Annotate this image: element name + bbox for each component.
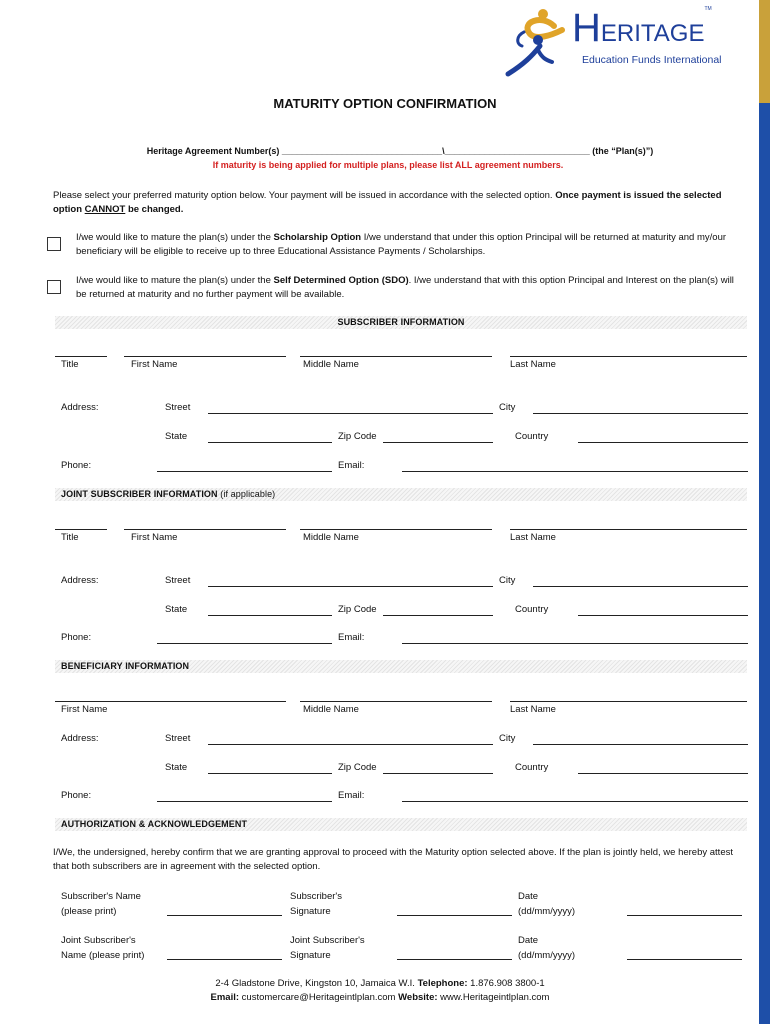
sdo-pre: I/we would like to mature the plan(s) under the [76, 275, 271, 286]
subscriber-date-label [518, 889, 575, 919]
subscriber-date-label-1: Date [518, 891, 539, 902]
subscriber-name-label-2: (please print) [61, 906, 117, 917]
subscriber-last-name-label: Last Name [510, 359, 556, 370]
subscriber-state-label: State [165, 431, 188, 442]
subscriber-email-input[interactable] [402, 471, 748, 472]
subscriber-middle-name-input[interactable] [300, 356, 492, 357]
agreement-number-field[interactable]: Heritage Agreement Number(s) ________________________________\_____________________________ (the “Plan(s)”) [146, 146, 654, 156]
subscriber-state-input[interactable] [208, 442, 332, 443]
beneficiary-city-input[interactable] [533, 744, 748, 745]
intro-paragraph [53, 189, 743, 217]
subscriber-zip-label: Zip Code [338, 431, 377, 442]
beneficiary-last-name-input[interactable] [510, 701, 747, 702]
joint-email-input[interactable] [402, 643, 748, 644]
scholarship-pre: I/we would like to mature the plan(s) under the [76, 232, 271, 243]
subscriber-signature-label-2: Signature [290, 906, 331, 917]
joint-city-label: City [499, 575, 516, 586]
subscriber-country-label: Country [515, 431, 549, 442]
footer-email-label: Email: [210, 992, 240, 1003]
heritage-logo [502, 4, 752, 82]
joint-name-label [61, 933, 144, 963]
beneficiary-middle-name-label: Middle Name [303, 704, 359, 715]
subscriber-first-name-label: First Name [131, 359, 178, 370]
subscriber-phone-input[interactable] [157, 471, 332, 472]
joint-date-input[interactable] [627, 959, 742, 960]
authorization-text: I/We, the undersigned, hereby confirm that we are granting approval to proceed with the Maturity option selected above. If the plan is jointly held, we hereby attest that both subscribers are in agreement with the selected option. [53, 847, 733, 872]
beneficiary-address-label: Address: [61, 733, 99, 744]
footer-address-line [0, 978, 760, 989]
subscriber-title-label: Title [61, 359, 79, 370]
beneficiary-email-input[interactable] [402, 801, 748, 802]
subscriber-last-name-input[interactable] [510, 356, 747, 357]
beneficiary-phone-label: Phone: [61, 790, 92, 801]
subscriber-signature-input[interactable] [397, 915, 512, 916]
sdo-name: Self Determined Option (SDO) [273, 275, 409, 286]
beneficiary-zip-label: Zip Code [338, 762, 377, 773]
subscriber-phone-label: Phone: [61, 460, 92, 471]
beneficiary-street-label: Street [165, 733, 191, 744]
joint-signature-label-2: Signature [290, 950, 331, 961]
joint-city-input[interactable] [533, 586, 748, 587]
logo-wordmark: ERITAGE [600, 20, 705, 47]
subscriber-signature-label-1: Subscriber's [290, 891, 342, 902]
joint-first-name-input[interactable] [124, 529, 286, 530]
joint-signature-input[interactable] [397, 959, 512, 960]
joint-title-input[interactable] [55, 529, 107, 530]
subscriber-city-input[interactable] [533, 413, 748, 414]
sidebar-blue-strip [759, 103, 770, 1024]
joint-state-label: State [165, 604, 188, 615]
joint-zip-label: Zip Code [338, 604, 377, 615]
beneficiary-section-title: BENEFICIARY INFORMATION [61, 661, 190, 671]
subscriber-name-label-1: Subscriber's Name [61, 891, 141, 902]
beneficiary-first-name-input[interactable] [55, 701, 286, 702]
joint-section-title-wrap [61, 489, 275, 499]
beneficiary-section-header [55, 660, 747, 673]
joint-country-input[interactable] [578, 615, 748, 616]
joint-section-header [55, 488, 747, 501]
page-title: MATURITY OPTION CONFIRMATION [273, 96, 497, 111]
scholarship-name: Scholarship Option [273, 232, 362, 243]
joint-date-label-1: Date [518, 935, 539, 946]
logo-trademark: TM [704, 6, 712, 12]
joint-state-input[interactable] [208, 615, 332, 616]
beneficiary-middle-name-input[interactable] [300, 701, 492, 702]
footer-web-label: Website: [398, 992, 438, 1003]
logo-tagline: Education Funds International [582, 54, 722, 66]
beneficiary-street-input[interactable] [208, 744, 493, 745]
joint-middle-name-label: Middle Name [303, 532, 359, 543]
footer-contact-line [0, 992, 760, 1003]
subscriber-name-input[interactable] [167, 915, 282, 916]
beneficiary-phone-input[interactable] [157, 801, 332, 802]
joint-email-label: Email: [338, 632, 365, 643]
scholarship-post: I/we understand that under this option Principal will be returned at maturity and my/our beneficiary will be eligible to receive up to three Educational Assistance Payments / Scholarships. [76, 232, 727, 257]
joint-date-label-2: (dd/mm/yyyy) [518, 950, 575, 961]
joint-section-title: JOINT SUBSCRIBER INFORMATION [61, 489, 218, 499]
joint-phone-input[interactable] [157, 643, 332, 644]
joint-street-input[interactable] [208, 586, 493, 587]
subscriber-title-input[interactable] [55, 356, 107, 357]
subscriber-email-label: Email: [338, 460, 365, 471]
sdo-option-text [76, 274, 746, 302]
subscriber-section-title: SUBSCRIBER INFORMATION [337, 317, 465, 327]
joint-last-name-input[interactable] [510, 529, 747, 530]
footer-address: 2-4 Gladstone Drive, Kingston 10, Jamaica W.I. [215, 978, 415, 989]
beneficiary-first-name-label: First Name [61, 704, 108, 715]
joint-section-note: (if applicable) [220, 489, 276, 499]
subscriber-middle-name-label: Middle Name [303, 359, 359, 370]
joint-address-label: Address: [61, 575, 99, 586]
footer-tel[interactable]: 1.876.908 3800-1 [470, 978, 545, 989]
beneficiary-email-label: Email: [338, 790, 365, 801]
subscriber-name-label [61, 889, 141, 919]
footer-email-link[interactable]: customercare@Heritageintlplan.com [241, 992, 396, 1003]
joint-signature-label [290, 933, 365, 963]
intro-text: Please select your preferred maturity option below. Your payment will be issued in accordance with the selected option. [53, 190, 553, 201]
sdo-option-checkbox[interactable] [47, 280, 61, 294]
beneficiary-country-input[interactable] [578, 773, 748, 774]
joint-name-label-2: Name (please print) [61, 950, 145, 961]
subscriber-date-label-2: (dd/mm/yyyy) [518, 906, 575, 917]
subscriber-street-label: Street [165, 402, 191, 413]
subscriber-signature-label [290, 889, 342, 919]
subscriber-street-input[interactable] [208, 413, 493, 414]
subscriber-date-input[interactable] [627, 915, 742, 916]
subscriber-address-label: Address: [61, 402, 99, 413]
footer-tel-label: Telephone: [417, 978, 468, 989]
authorization-section-header [55, 818, 747, 831]
intro-bold-b: be changed. [127, 204, 184, 215]
beneficiary-zip-input[interactable] [383, 773, 493, 774]
scholarship-option-text [76, 231, 746, 259]
joint-signature-label-1: Joint Subscriber's [290, 935, 365, 946]
subscriber-first-name-input[interactable] [124, 356, 286, 357]
joint-last-name-label: Last Name [510, 532, 556, 543]
joint-first-name-label: First Name [131, 532, 178, 543]
intro-cannot: CANNOT [84, 204, 126, 215]
joint-middle-name-input[interactable] [300, 529, 492, 530]
beneficiary-country-label: Country [515, 762, 549, 773]
footer-web-link[interactable]: www.Heritageintlplan.com [440, 992, 550, 1003]
subscriber-city-label: City [499, 402, 516, 413]
authorization-section-title: AUTHORIZATION & ACKNOWLEDGEMENT [61, 819, 248, 829]
beneficiary-state-input[interactable] [208, 773, 332, 774]
subscriber-section-header [55, 316, 747, 329]
intro-bold-a: Once payment is issued the selected option [53, 190, 722, 215]
joint-title-label: Title [61, 532, 79, 543]
subscriber-zip-input[interactable] [383, 442, 493, 443]
joint-phone-label: Phone: [61, 632, 92, 643]
joint-country-label: Country [515, 604, 549, 615]
sidebar-gold-strip [759, 0, 770, 103]
subscriber-country-input[interactable] [578, 442, 748, 443]
logo-initial: H [572, 6, 601, 50]
joint-name-label-1: Joint Subscriber's [61, 935, 136, 946]
scholarship-option-checkbox[interactable] [47, 237, 61, 251]
beneficiary-last-name-label: Last Name [510, 704, 556, 715]
multiple-plans-warning: If maturity is being applied for multiple plans, please list ALL agreement numbers. [212, 160, 564, 170]
beneficiary-state-label: State [165, 762, 188, 773]
sdo-post: . I/we understand that with this option Principal and Interest on the plan(s) will be returned at maturity and no further payment will be available. [76, 275, 734, 300]
joint-zip-input[interactable] [383, 615, 493, 616]
joint-name-input[interactable] [167, 959, 282, 960]
joint-street-label: Street [165, 575, 191, 586]
joint-date-label [518, 933, 575, 963]
logo-figure-icon [502, 4, 582, 80]
beneficiary-city-label: City [499, 733, 516, 744]
